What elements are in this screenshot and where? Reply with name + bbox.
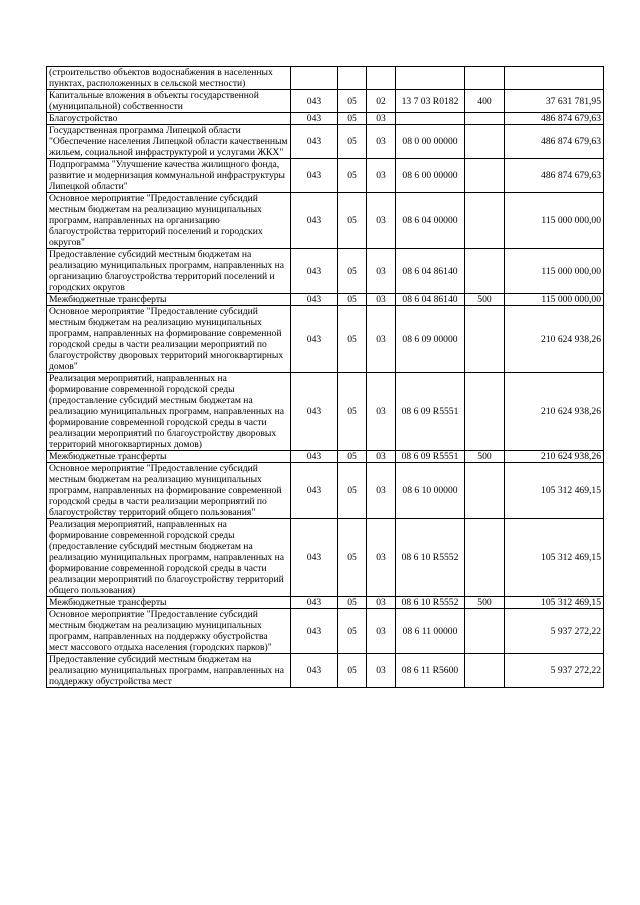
table-row bbox=[47, 306, 604, 373]
amount-cell: 486 874 679,63 bbox=[505, 125, 604, 159]
amount-cell: 105 312 469,15 bbox=[505, 463, 604, 519]
ministry-code-cell: 043 bbox=[291, 159, 338, 193]
target-article-cell bbox=[396, 67, 465, 90]
item-name-cell: Межбюджетные трансферты bbox=[47, 294, 291, 306]
item-name-cell: Подпрограмма "Улучшение качества жилищного фонда, развитие и модернизация коммунальной инфраструктуры Липецкой области" bbox=[47, 159, 291, 193]
section-code-cell: 05 bbox=[338, 306, 367, 373]
item-name-cell: Капитальные вложения в объекты государственной (муниципальной) собственности bbox=[47, 90, 291, 113]
subsection-code-cell: 02 bbox=[367, 90, 396, 113]
section-code-cell bbox=[338, 67, 367, 90]
table-row bbox=[47, 451, 604, 463]
expense-type-cell bbox=[465, 193, 505, 249]
ministry-code-cell: 043 bbox=[291, 451, 338, 463]
section-code-cell: 05 bbox=[338, 597, 367, 609]
section-code-cell: 05 bbox=[338, 294, 367, 306]
expense-type-cell bbox=[465, 306, 505, 373]
amount-cell: 105 312 469,15 bbox=[505, 597, 604, 609]
expense-type-cell: 500 bbox=[465, 597, 505, 609]
subsection-code-cell: 03 bbox=[367, 294, 396, 306]
expense-type-cell bbox=[465, 609, 505, 654]
amount-cell: 115 000 000,00 bbox=[505, 294, 604, 306]
target-article-cell: 08 6 09 R5551 bbox=[396, 451, 465, 463]
amount-cell: 210 624 938,26 bbox=[505, 373, 604, 451]
amount-cell: 210 624 938,26 bbox=[505, 451, 604, 463]
item-name-cell: Реализация мероприятий, направленных на формирование современной городской среды (предоставление субсидий местным бюджетам на реализацию муниципальных программ, направленных на формирование современной городской среды в части реализации мероприятий по благоустройству дворовых территорий многоквартирных домов) bbox=[47, 373, 291, 451]
budget-table-body bbox=[47, 67, 604, 688]
ministry-code-cell: 043 bbox=[291, 597, 338, 609]
section-code-cell: 05 bbox=[338, 463, 367, 519]
expense-type-cell bbox=[465, 654, 505, 688]
subsection-code-cell: 03 bbox=[367, 463, 396, 519]
amount-cell: 105 312 469,15 bbox=[505, 519, 604, 597]
target-article-cell: 08 0 00 00000 bbox=[396, 125, 465, 159]
target-article-cell: 08 6 04 86140 bbox=[396, 249, 465, 294]
target-article-cell bbox=[396, 113, 465, 125]
target-article-cell: 08 6 04 00000 bbox=[396, 193, 465, 249]
target-article-cell: 08 6 00 00000 bbox=[396, 159, 465, 193]
item-name-cell: Основное мероприятие "Предоставление субсидий местным бюджетам на реализацию муниципальных программ, направленных на формирование современной городской среды в части реализации мероприятий по благоустройству дворовых территорий многоквартирных домов" bbox=[47, 306, 291, 373]
subsection-code-cell: 03 bbox=[367, 193, 396, 249]
ministry-code-cell bbox=[291, 67, 338, 90]
target-article-cell: 08 6 11 R5600 bbox=[396, 654, 465, 688]
amount-cell bbox=[505, 67, 604, 90]
subsection-code-cell: 03 bbox=[367, 249, 396, 294]
ministry-code-cell: 043 bbox=[291, 463, 338, 519]
subsection-code-cell bbox=[367, 67, 396, 90]
item-name-cell: (строительство объектов водоснабжения в населенных пунктах, расположенных в сельской местности) bbox=[47, 67, 291, 90]
subsection-code-cell: 03 bbox=[367, 597, 396, 609]
ministry-code-cell: 043 bbox=[291, 654, 338, 688]
table-row bbox=[47, 193, 604, 249]
ministry-code-cell: 043 bbox=[291, 125, 338, 159]
table-row bbox=[47, 597, 604, 609]
expense-type-cell bbox=[465, 519, 505, 597]
item-name-cell: Предоставление субсидий местным бюджетам на реализацию муниципальных программ, направленных на организацию благоустройства территорий поселений и городских округов bbox=[47, 249, 291, 294]
section-code-cell: 05 bbox=[338, 451, 367, 463]
section-code-cell: 05 bbox=[338, 193, 367, 249]
subsection-code-cell: 03 bbox=[367, 654, 396, 688]
table-row bbox=[47, 519, 604, 597]
section-code-cell: 05 bbox=[338, 609, 367, 654]
amount-cell: 115 000 000,00 bbox=[505, 249, 604, 294]
table-row bbox=[47, 373, 604, 451]
subsection-code-cell: 03 bbox=[367, 113, 396, 125]
target-article-cell: 08 6 09 00000 bbox=[396, 306, 465, 373]
section-code-cell: 05 bbox=[338, 113, 367, 125]
ministry-code-cell: 043 bbox=[291, 249, 338, 294]
item-name-cell: Реализация мероприятий, направленных на формирование современной городской среды (предоставление субсидий местным бюджетам на реализацию муниципальных программ, направленных на формирование современной городской среды в части реализации мероприятий по благоустройству территорий общего пользования) bbox=[47, 519, 291, 597]
expense-type-cell: 400 bbox=[465, 90, 505, 113]
target-article-cell: 13 7 03 R0182 bbox=[396, 90, 465, 113]
ministry-code-cell: 043 bbox=[291, 373, 338, 451]
amount-cell: 115 000 000,00 bbox=[505, 193, 604, 249]
section-code-cell: 05 bbox=[338, 654, 367, 688]
amount-cell: 37 631 781,95 bbox=[505, 90, 604, 113]
table-row bbox=[47, 609, 604, 654]
subsection-code-cell: 03 bbox=[367, 373, 396, 451]
table-row bbox=[47, 125, 604, 159]
target-article-cell: 08 6 09 R5551 bbox=[396, 373, 465, 451]
ministry-code-cell: 043 bbox=[291, 519, 338, 597]
ministry-code-cell: 043 bbox=[291, 294, 338, 306]
amount-cell: 5 937 272,22 bbox=[505, 609, 604, 654]
table-row bbox=[47, 463, 604, 519]
ministry-code-cell: 043 bbox=[291, 113, 338, 125]
section-code-cell: 05 bbox=[338, 249, 367, 294]
table-row bbox=[47, 67, 604, 90]
section-code-cell: 05 bbox=[338, 519, 367, 597]
table-row bbox=[47, 113, 604, 125]
ministry-code-cell: 043 bbox=[291, 193, 338, 249]
table-row bbox=[47, 90, 604, 113]
expense-type-cell bbox=[465, 373, 505, 451]
target-article-cell: 08 6 10 R5552 bbox=[396, 519, 465, 597]
item-name-cell: Основное мероприятие "Предоставление субсидий местным бюджетам на реализацию муниципальных программ, направленных на формирование современной городской среды в части реализации мероприятий по благоустройству территорий общего пользования" bbox=[47, 463, 291, 519]
amount-cell: 486 874 679,63 bbox=[505, 113, 604, 125]
item-name-cell: Основное мероприятие "Предоставление субсидий местным бюджетам на реализацию муниципальных программ, направленных на организацию благоустройства территорий поселений и городских округов" bbox=[47, 193, 291, 249]
item-name-cell: Предоставление субсидий местным бюджетам на реализацию муниципальных программ, направленных на поддержку обустройства мест bbox=[47, 654, 291, 688]
ministry-code-cell: 043 bbox=[291, 306, 338, 373]
table-row bbox=[47, 654, 604, 688]
expense-type-cell: 500 bbox=[465, 451, 505, 463]
table-row bbox=[47, 294, 604, 306]
amount-cell: 486 874 679,63 bbox=[505, 159, 604, 193]
item-name-cell: Основное мероприятие "Предоставление субсидий местным бюджетам на реализацию муниципальных программ, направленных на поддержку обустройства мест массового отдыха населения (городских парков)" bbox=[47, 609, 291, 654]
item-name-cell: Благоустройство bbox=[47, 113, 291, 125]
budget-table bbox=[46, 66, 604, 688]
target-article-cell: 08 6 10 R5552 bbox=[396, 597, 465, 609]
expense-type-cell: 500 bbox=[465, 294, 505, 306]
expense-type-cell bbox=[465, 67, 505, 90]
subsection-code-cell: 03 bbox=[367, 125, 396, 159]
target-article-cell: 08 6 11 00000 bbox=[396, 609, 465, 654]
ministry-code-cell: 043 bbox=[291, 90, 338, 113]
expense-type-cell bbox=[465, 113, 505, 125]
subsection-code-cell: 03 bbox=[367, 306, 396, 373]
expense-type-cell bbox=[465, 159, 505, 193]
section-code-cell: 05 bbox=[338, 90, 367, 113]
expense-type-cell bbox=[465, 463, 505, 519]
target-article-cell: 08 6 10 00000 bbox=[396, 463, 465, 519]
amount-cell: 5 937 272,22 bbox=[505, 654, 604, 688]
item-name-cell: Государственная программа Липецкой области "Обеспечение населения Липецкой области качественным жильем, социальной инфраструктурой и услугами ЖКХ" bbox=[47, 125, 291, 159]
subsection-code-cell: 03 bbox=[367, 519, 396, 597]
subsection-code-cell: 03 bbox=[367, 451, 396, 463]
item-name-cell: Межбюджетные трансферты bbox=[47, 451, 291, 463]
section-code-cell: 05 bbox=[338, 125, 367, 159]
expense-type-cell bbox=[465, 249, 505, 294]
subsection-code-cell: 03 bbox=[367, 609, 396, 654]
section-code-cell: 05 bbox=[338, 373, 367, 451]
expense-type-cell bbox=[465, 125, 505, 159]
ministry-code-cell: 043 bbox=[291, 609, 338, 654]
subsection-code-cell: 03 bbox=[367, 159, 396, 193]
table-row bbox=[47, 159, 604, 193]
table-row bbox=[47, 249, 604, 294]
amount-cell: 210 624 938,26 bbox=[505, 306, 604, 373]
item-name-cell: Межбюджетные трансферты bbox=[47, 597, 291, 609]
target-article-cell: 08 6 04 86140 bbox=[396, 294, 465, 306]
section-code-cell: 05 bbox=[338, 159, 367, 193]
